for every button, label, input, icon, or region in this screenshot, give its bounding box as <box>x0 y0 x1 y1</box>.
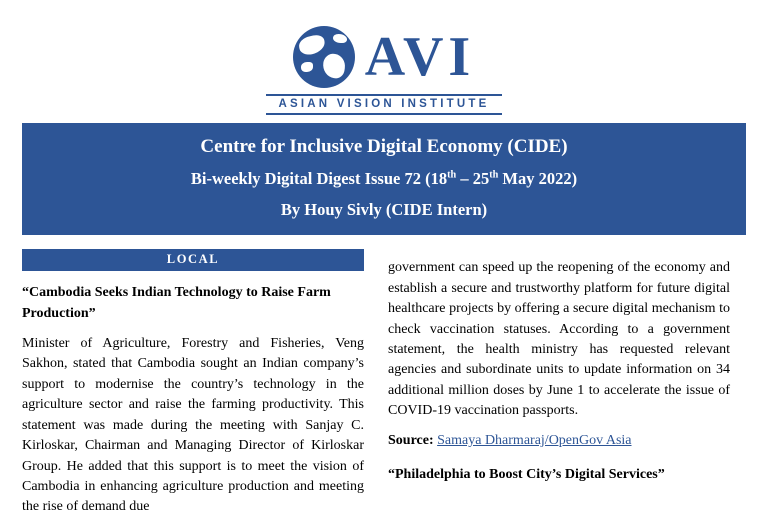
right-column <box>388 249 730 518</box>
banner-byline: By Houy Sivly (CIDE Intern) <box>280 199 488 219</box>
logo-row <box>293 26 475 88</box>
left-article-lead-word: Minister <box>22 335 70 351</box>
banner-title: Centre for Inclusive Digital Economy (CIDE) <box>200 136 568 157</box>
left-article-paragraph-text: of Agriculture, Forestry and Fisheries, Veng Sakhon, stated that Cambodia sought an Indian company’s support to modernise the country’s technology in the agriculture sector and raise the farming productivity. This statement was made during the meeting with Sanjay C. Kirloskar, Chairman and Managing Director of Kirloskar Group. He added that this support is to meet the vision of Cambodia in enhancing agriculture production and meeting the rise of demand due <box>22 335 364 515</box>
logo-header <box>0 0 768 123</box>
left-column <box>22 249 364 518</box>
banner-issue-prefix: Bi-weekly Digital Digest Issue 72 (18 <box>190 168 448 188</box>
banner-issue-suffix: May 2022) <box>498 168 578 188</box>
logo-subtitle: ASIAN VISION INSTITUTE <box>266 94 502 115</box>
title-banner <box>22 123 746 235</box>
source-link[interactable]: Samaya Dharmaraj/OpenGov Asia <box>437 432 632 448</box>
avi-logo <box>266 26 502 115</box>
content-columns <box>22 249 746 518</box>
banner-issue <box>22 166 746 192</box>
globe-landmass-icon <box>333 34 347 43</box>
source-line <box>388 433 730 449</box>
right-article-title: “Philadelphia to Boost City’s Digital Services” <box>388 466 665 482</box>
left-article-title: “Cambodia Seeks Indian Technology to Raise Farm Production” <box>22 285 331 321</box>
section-header-local: LOCAL <box>22 249 364 271</box>
right-article-paragraph: government can speed up the reopening of the economy and establish a secure and trustworthy platform for future digital healthcare projects by offering a secure digital mechanism to check vaccination statuses. According to a government statement, the health ministry has requested relevant agencies and subordinate units to update information on 34 additional million doses by June 1 to accelerate the issue of COVID-19 vaccination passports. <box>388 260 730 419</box>
source-label: Source: <box>388 432 434 448</box>
banner-issue-sup-2: th <box>489 169 499 180</box>
banner-issue-sup-1: th <box>447 169 457 180</box>
globe-landmass-icon <box>301 62 313 72</box>
globe-icon <box>293 26 355 88</box>
banner-issue-mid: – 25 <box>456 168 490 188</box>
logo-wordmark: AVI <box>364 26 476 88</box>
left-article-paragraph <box>22 334 364 518</box>
